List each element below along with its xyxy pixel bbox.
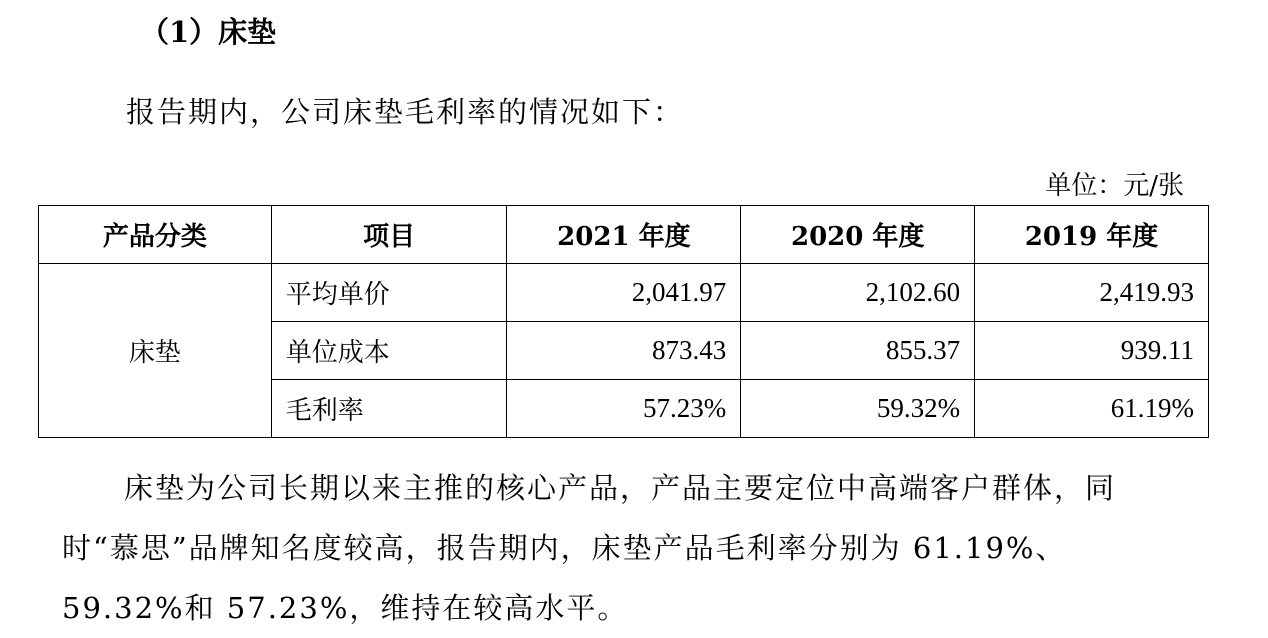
intro-text: 报告期内，公司床垫毛利率的情况如下： [126,95,685,129]
column-header-item: 项目 [271,206,507,264]
value-cell-2020: 59.32% [741,380,975,438]
gross-margin-table [38,205,1209,438]
value-cell-2019: 2,419.93 [975,264,1209,322]
paragraph-line-3: 59.32%和 57.23%，维持在较高水平。 [62,591,629,625]
column-header-2021: 2021 年度 [507,206,741,264]
item-cell: 单位成本 [271,322,507,380]
category-cell: 床垫 [39,264,272,438]
column-header-2020: 2020 年度 [741,206,975,264]
table-header-row [39,206,1209,264]
section-heading: （1）床垫 [140,15,277,49]
column-header-category: 产品分类 [39,206,272,264]
unit-label: 单位：元/张 [1045,171,1184,201]
paragraph-line-1: 床垫为公司长期以来主推的核心产品，产品主要定位中高端客户群体，同 [124,471,1117,505]
value-cell-2021: 57.23% [507,380,741,438]
table-row [39,264,1209,322]
value-cell-2021: 873.43 [507,322,741,380]
item-cell: 毛利率 [271,380,507,438]
item-cell: 平均单价 [271,264,507,322]
value-cell-2021: 2,041.97 [507,264,741,322]
value-cell-2020: 2,102.60 [741,264,975,322]
paragraph-line-2: 时“慕思”品牌知名度较高，报告期内，床垫产品毛利率分别为 61.19%、 [62,531,1067,565]
analysis-paragraph [62,458,1192,638]
value-cell-2019: 939.11 [975,322,1209,380]
column-header-2019: 2019 年度 [975,206,1209,264]
value-cell-2020: 855.37 [741,322,975,380]
value-cell-2019: 61.19% [975,380,1209,438]
